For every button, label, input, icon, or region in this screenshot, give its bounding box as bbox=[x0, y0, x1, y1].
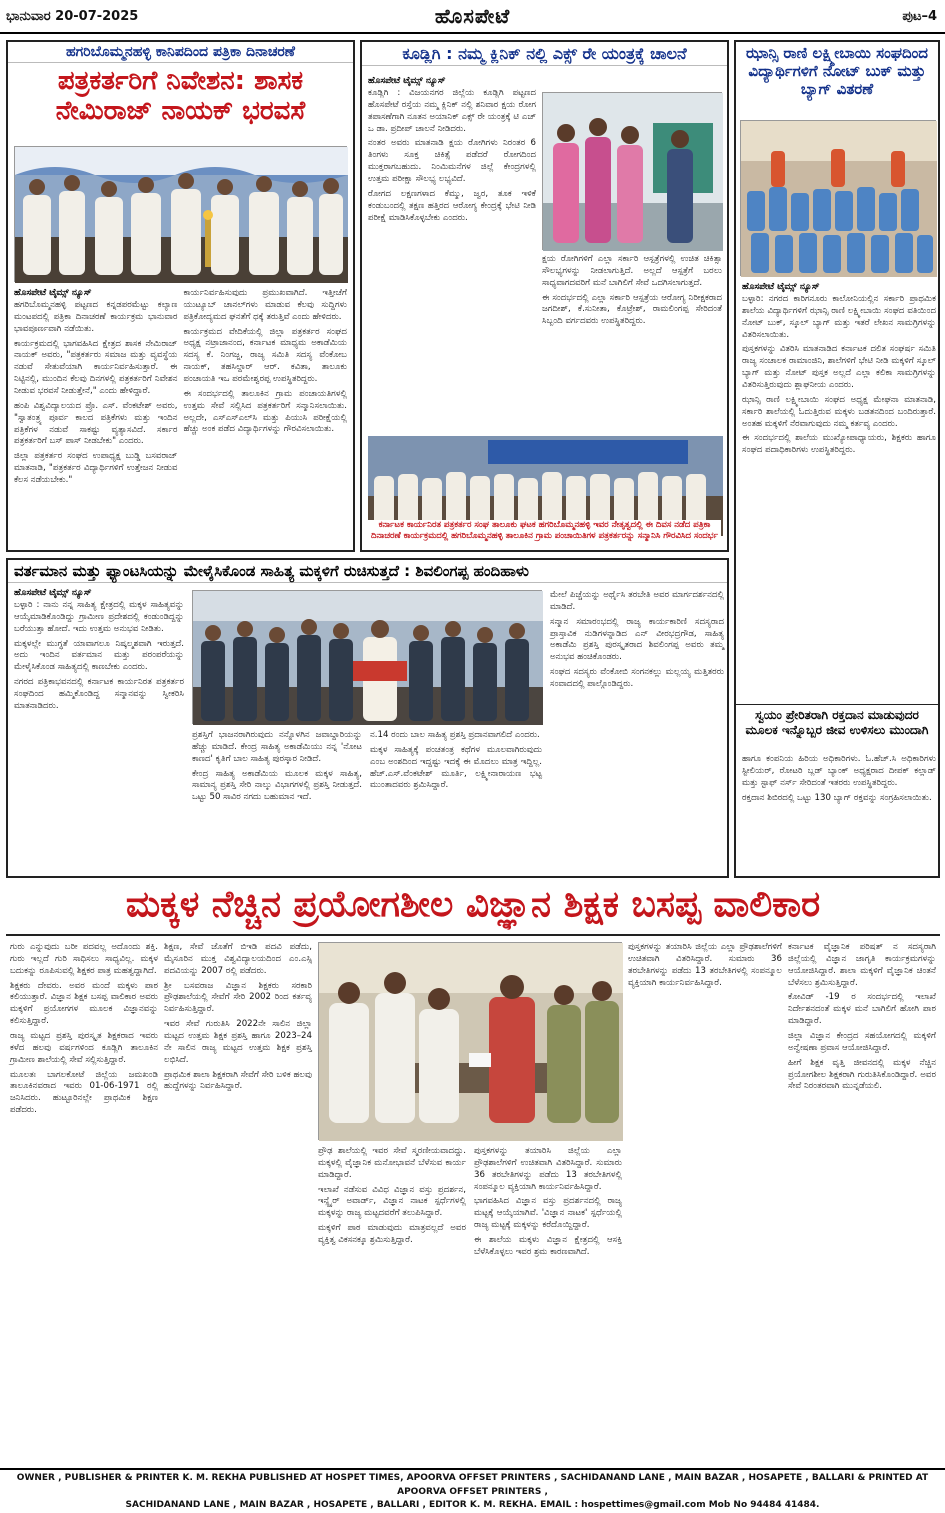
story4-paragraph: ಸಂಘದ ಸದಸ್ಯರು ವೆಂಕೋಬಿ ಸಂಗನಕಲ್ಲು ಮಲ್ಲಯ್ಯ ಮತ್ತಿತರರು ಸಂವಾದದಲ್ಲಿ ಪಾಲ್ಗೊಂಡಿದ್ದರು. bbox=[550, 667, 724, 690]
event-lamp-lighting-image bbox=[15, 147, 348, 283]
story1-byline: ಹೊಸಪೇಟೆ ಟೈಮ್ಸ್ ನ್ಯೂಸ್ bbox=[14, 288, 92, 298]
story3-paragraph: ಝಾನ್ಸಿ ರಾಣಿ ಲಕ್ಷ್ಮೀಬಾಯಿ ಸಂಘದ ಅಧ್ಯಕ್ಷ ಮೇಘನಾ ಮಾತನಾಡಿ, ಸರ್ಕಾರಿ ಶಾಲೆಯಲ್ಲಿ ಓದುತ್ತಿರುವ ಮಕ್ಕಳು ಬಡತನದಿಂದ ಬಂದಿರುತ್ತಾರೆ. ಅಂತಹ ಮಕ್ಕಳಿಗೆ ನೆರವಾಗುವುದು ನಮ್ಮ ಕರ್ತವ್ಯ ಎಂದರು. bbox=[742, 394, 936, 429]
story5-column-5 bbox=[788, 942, 936, 1460]
story-journalists-housing bbox=[6, 40, 355, 552]
story1-column-1 bbox=[14, 288, 178, 546]
story5-paragraph: ಪ್ರಾಥಮಿಕ ಶಾಲಾ ಶಿಕ್ಷಕರಾಗಿ ಸೇವೆಗೆ ಸೇರಿ ಬಳಿಕ ಹಲವು ಹುದ್ದೆಗಳನ್ನು ನಿರ್ವಹಿಸಿದ್ದಾರೆ. bbox=[164, 1069, 312, 1092]
story4-paragraph: ಕೇಂದ್ರ ಸಾಹಿತ್ಯ ಅಕಾಡೆಮಿಯ ಮೂಲಕ ಮಕ್ಕಳ ಸಾಹಿತ್ಯ, ಸಾಮಾನ್ಯ ಪ್ರಶಸ್ತಿ ಸೇರಿ ನಾಲ್ಕು ವಿಭಾಗಗಳಲ್ಲಿ ಪ್ರಶಸ್ತಿ ನೀಡುತ್ತದೆ. ಒಟ್ಟು 50 ಸಾವಿರ ನಗದು ಬಹುಮಾನ ಇದೆ. bbox=[192, 768, 362, 803]
story2-column-2 bbox=[542, 254, 722, 432]
story5-paragraph: ಇವರ ಸೇವೆ ಗುರುತಿಸಿ 2022ನೇ ಸಾಲಿನ ಜಿಲ್ಲಾ ಮಟ್ಟದ ಉತ್ತಮ ಶಿಕ್ಷಕ ಪ್ರಶಸ್ತಿ ಹಾಗೂ 2023–24 ನೇ ಸಾಲಿನ ರಾಜ್ಯ ಮಟ್ಟದ ಉತ್ತಮ ಶಿಕ್ಷಕ ಪ್ರಶಸ್ತಿ ಲಭಿಸಿದೆ. bbox=[164, 1019, 312, 1065]
story1-photo bbox=[14, 146, 347, 282]
story2-paragraph: ಕ್ಷಯ ರೋಗಿಗಳಿಗೆ ಎಲ್ಲಾ ಸರ್ಕಾರಿ ಆಸ್ಪತ್ರೆಗಳಲ್ಲಿ ಉಚಿತ ಚಿಕಿತ್ಸಾ ಸೌಲಭ್ಯಗಳನ್ನು ನೀಡಲಾಗುತ್ತಿದೆ. ಅಲ್ಲದೆ ಆಸ್ಪತ್ರೆಗೆ ಬರಲು ಸಾಧ್ಯವಾಗದವರಿಗೆ ಮನೆ ಬಾಗಿಲಿಗೆ ಸೇವೆ ಒದಗಿಸಲಾಗುತ್ತದೆ. bbox=[542, 254, 722, 288]
story3-paragraph: ಪುಸ್ತಕಗಳನ್ನು ವಿತರಿಸಿ ಮಾತನಾಡಿದ ಕರ್ನಾಟಕ ದಲಿತ ಸಂಘರ್ಷ ಸಮಿತಿ ರಾಜ್ಯ ಸಂಚಾಲಕ ರಾಮಾಂಜಿನಿ, ಶಾಲೆಗಳಿಗೆ ಭೇಟಿ ನೀಡಿ ಮಕ್ಕಳಿಗೆ ಸ್ಕೂಲ್ ಬ್ಯಾಗ್ ಮತ್ತು ನೋಟ್ ಪುಸ್ತಕ ಅಲ್ಲದೆ ಎಲ್ಲಾ ಕಲಿಕಾ ಸಾಮಗ್ರಿಗಳನ್ನು ವಿತರಿಸುತ್ತಿರುವುದು ಶ್ಲಾಘನೀಯ ಎಂದರು. bbox=[742, 344, 936, 391]
story3-paragraph: ಈ ಸಂದರ್ಭದಲ್ಲಿ ಶಾಲೆಯ ಮುಖ್ಯೋಪಾಧ್ಯಾಯರು, ಶಿಕ್ಷಕರು ಹಾಗೂ ಸಂಘದ ಪದಾಧಿಕಾರಿಗಳು ಉಪಸ್ಥಿತರಿದ್ದರು. bbox=[742, 433, 936, 456]
story4-paragraph: ನಗರದ ಪತ್ರಿಕಾಭವನದಲ್ಲಿ ಕರ್ನಾಟಕ ಕಾರ್ಯನಿರತ ಪತ್ರಕರ್ತರ ಸಂಘದಿಂದ ಹಮ್ಮಿಕೊಂಡಿದ್ದ ಸನ್ಮಾನವನ್ನು ಸ್ವೀಕರಿಸಿ ಮಾತನಾಡಿದರು. bbox=[14, 677, 184, 711]
story3-body bbox=[742, 282, 936, 702]
story5-column-1 bbox=[10, 942, 158, 1460]
story5-paragraph: ಜಿಲ್ಲಾ ವಿಜ್ಞಾನ ಕೇಂದ್ರದ ಸಹಯೋಗದಲ್ಲಿ ಮಕ್ಕಳಿಗೆ ಅನ್ವೇಷಣಾ ಪ್ರವಾಸ ಆಯೋಜಿಸಿದ್ದಾರೆ. bbox=[788, 1031, 936, 1053]
story4-headline: ವರ್ತಮಾನ ಮತ್ತು ಫ್ಯಾಂಟಸಿಯನ್ನು ಮೇಳೈಸಿಕೊಂಡ ಸಾಹಿತ್ಯ ಮಕ್ಕಳಿಗೆ ರುಚಿಸುತ್ತದೆ : ಶಿವಲಿಂಗಪ್ಪ ಹಂದಿಹಾಳು bbox=[8, 560, 727, 583]
story4-paragraph: ನ.14 ರಂದು ಬಾಲ ಸಾಹಿತ್ಯ ಪ್ರಶಸ್ತಿ ಪ್ರದಾನವಾಗಲಿದೆ ಎಂದರು. bbox=[370, 730, 540, 740]
story3-sub-body bbox=[742, 754, 936, 872]
story5-paragraph: ಶಿಕ್ಷಕರು ದೇವರು. ಅವರ ಮಂದೆ ಮಕ್ಕಳು ಪಾಠ ಕಲಿಯುತ್ತಾರೆ. ವಿಜ್ಞಾನ ಶಿಕ್ಷಕ ಬಸಪ್ಪ ವಾಲಿಕಾರ ಅವರು ಮಕ್ಕಳಿಗೆ ಪ್ರಯೋಗಗಳ ಮೂಲಕ ವಿಜ್ಞಾನವನ್ನು ಕಲಿಸುತ್ತಿದ್ದಾರೆ. bbox=[10, 980, 158, 1027]
story1-kicker: ಹಗರಿಬೊಮ್ಮನಹಳ್ಳಿ ಕಾನಿಪದಿಂದ ಪತ್ರಿಕಾ ದಿನಾಚರಣೆ bbox=[8, 42, 353, 63]
story4-paragraph: ಮಕ್ಕಳ ಸಾಹಿತ್ಯಕ್ಕೆ ಪಂಚತಂತ್ರ ಕಥೆಗಳ ಮೂಲವಾಗಿರುವುದು ಎಂಬ ಅಂಶದಿಂದ ಇದ್ದಷ್ಟು ಇದಕ್ಕೆ ಈ ಮೊದಲು ಮಾತ್ರ ಇದ್ದಿಲ್ಲ. ಹೆಚ್.ಎಸ್.ವೆಂಕಟೇಶ್ ಮೂರ್ತಿ, ಲಕ್ಷ್ಮೀನಾರಾಯಣ ಭಟ್ಟ ಮುಂತಾದವರು ಶ್ರಮಿಸಿದ್ದಾರೆ. bbox=[370, 744, 542, 791]
teacher-experiment-image bbox=[319, 943, 623, 1141]
students-group-image bbox=[741, 121, 937, 277]
story5-paragraph: ಪುಸ್ತಕಗಳನ್ನು ತಯಾರಿಸಿ ಜಿಲ್ಲೆಯ ಎಲ್ಲಾ ಪ್ರೌಢಶಾಲೆಗಳಿಗೆ ಉಚಿತವಾಗಿ ವಿತರಿಸಿದ್ದಾರೆ. ಸುಮಾರು 36 ತರಬೇತಿಗಳನ್ನು ಪಡೆದು 13 ತರಬೇತಿಗಳಲ್ಲಿ ಸಂಪನ್ಮೂಲ ವ್ಯಕ್ತಿಯಾಗಿ ಕಾರ್ಯನಿರ್ವಹಿಸಿದ್ದಾರೆ. bbox=[628, 942, 782, 988]
story5-paragraph: ಈ ಶಾಲೆಯ ಮಕ್ಕಳು ವಿಜ್ಞಾನ ಕ್ಷೇತ್ರದಲ್ಲಿ ಆಸಕ್ತಿ ಬೆಳೆಸಿಕೊಳ್ಳಲು ಇವರ ಶ್ರಮ ಕಾರಣವಾಗಿದೆ. bbox=[474, 1235, 622, 1257]
story1-column-2 bbox=[184, 288, 348, 546]
story2-column-1 bbox=[368, 76, 536, 432]
story5-paragraph: ಹೀಗೆ ಶಿಕ್ಷಕ ವೃತ್ತಿ ಜೀವನದಲ್ಲಿ ಮಕ್ಕಳ ನೆಚ್ಚಿನ ಪ್ರಯೋಗಶೀಲ ಶಿಕ್ಷಕರಾಗಿ ಗುರುತಿಸಿಕೊಂಡಿದ್ದಾರೆ. ಅವರ ಸೇವೆ ನಿರಂತರವಾಗಿ ಮುನ್ನಡೆಯಲಿ. bbox=[788, 1057, 936, 1092]
story5-column-3 bbox=[318, 1146, 466, 1460]
writer-felicitation-image bbox=[193, 591, 543, 725]
story2-photo bbox=[542, 92, 722, 250]
story1-paragraph: ಕಾರ್ಯಕ್ರಮದ ವೇದಿಕೆಯಲ್ಲಿ ಜಿಲ್ಲಾ ಪತ್ರಕರ್ತರ ಸಂಘದ ಅಧ್ಯಕ್ಷ ನಟ್ರಾಜಾನಂದ, ಕರ್ನಾಟಕ ಮಾಧ್ಯಮ ಅಕಾಡೆಮಿಯ ಸದಸ್ಯ ಕೆ. ನಿಂಗಜ್ಜ, ರಾಜ್ಯ ಸಮಿತಿ ಸದಸ್ಯ ವೆಂಕೋಬ ನಾಯಕ್, ತಹಸಿಲ್ದಾರ್ ಆರ್. ಕವಿತಾ, ತಾಲೂಕು ಪಂಚಾಯತಿ ಇಒ ಪರಮೇಶ್ವರಪ್ಪ ಉಪಸ್ಥಿತರಿದ್ದರು. bbox=[183, 326, 347, 385]
story4-paragraph: ಸನ್ಮಾನ ಸಮಾರಂಭದಲ್ಲಿ ರಾಜ್ಯ ಕಾರ್ಯಕಾರಿಣಿ ಸದಸ್ಯರಾದ ಪ್ರಾಸ್ತಾವಿಕ ನುಡಿಗಳನ್ನಾಡಿದ ಎನ್ ವೀರಭದ್ರಗೌಡ, ಸಾಹಿತ್ಯ ಅಕಾಡೆಮಿ ಪ್ರಶಸ್ತಿ ಪುರಸ್ಕೃತರಾದ ಶಿವಲಿಂಗಪ್ಪ ಅವರು ತಮ್ಮ ಅನುಭವ ಹಂಚಿಕೊಂಡರು. bbox=[550, 616, 724, 663]
story-science-teacher bbox=[6, 884, 940, 1464]
story4-column-1 bbox=[14, 588, 184, 874]
story3-headline: ಝಾನ್ಸಿ ರಾಣಿ ಲಕ್ಷ್ಮೀಬಾಯಿ ಸಂಘದಿಂದ ವಿದ್ಯಾರ್ಥಿಗಳಿಗೆ ನೋಟ್ ಬುಕ್ ಮತ್ತು ಬ್ಯಾಗ್ ವಿತರಣೆ bbox=[745, 44, 929, 98]
story5-column-4 bbox=[474, 1146, 622, 1460]
story1-paragraph: ಹಗರಿಬೊಮ್ಮನಹಳ್ಳಿ ಪಟ್ಟಣದ ಕನ್ನಡಪರಮೆಟ್ಟು ಕಲ್ಯಾಣ ಮಂಟಪದಲ್ಲಿ ಪತ್ರಿಕಾ ದಿನಾಚರಣೆ ಕಾರ್ಯಕ್ರಮ ಭಾನುವಾರ ಭಾವಪೂರ್ಣವಾಗಿ ನಡೆಯಿತು. bbox=[14, 300, 178, 334]
story4-paragraph: ಬಳ್ಳಾರಿ : ನಾನು ನನ್ನ ಸಾಹಿತ್ಯ ಕ್ಷೇತ್ರದಲ್ಲಿ ಮಕ್ಕಳ ಸಾಹಿತ್ಯವನ್ನು ಆಯ್ಕೆಮಾಡಿಕೊಂಡಿದ್ದು ಗ್ರಾಮೀಣ ಪ್ರದೇಶದಲ್ಲಿ ಕಂಡುಂಡಿದ್ದನ್ನು ಬರೆಯುತ್ತಾ ಹೋದೆ. ಇದು ಉತ್ತಮ ಅನುಭವ ನೀಡಿತು. bbox=[14, 600, 184, 634]
story1-paragraph: ಹಂಪಿ ವಿಶ್ವವಿದ್ಯಾಲಯದ ಪ್ರೊ. ಎಸ್. ವೆಂಕಟೇಶ್ ಅವರು, "ಸ್ವಾತಂತ್ರ್ಯ ಪೂರ್ವ ಕಾಲದ ಪತ್ರಿಕೆಗಳು ಮತ್ತು ಇಂದಿನ ಪತ್ರಿಕೆಗಳ ನಡುವೆ ಸಾಕಷ್ಟು ವ್ಯತ್ಯಾಸವಿದೆ. ಸರ್ಕಾರ ಪತ್ರಕರ್ತರಿಗೆ ಬಸ್ ಪಾಸ್ ನೀಡಬೇಕು" ಎಂದರು. bbox=[14, 400, 178, 447]
story4-column-4 bbox=[550, 590, 724, 874]
story5-paragraph: ಕರ್ನಾಟಕ ವೈಜ್ಞಾನಿಕ ಪರಿಷತ್ ನ ಸದಸ್ಯರಾಗಿ ಜಿಲ್ಲೆಯಲ್ಲಿ ವಿಜ್ಞಾನ ಜಾಗೃತಿ ಕಾರ್ಯಕ್ರಮಗಳನ್ನು ಆಯೋಜಿಸಿದ್ದಾರೆ. ಶಾಲಾ ಮಕ್ಕಳಿಗೆ ವೈಜ್ಞಾನಿಕ ಚಿಂತನೆ ಬೆಳೆಸಲು ಶ್ರಮಿಸುತ್ತಿದ್ದಾರೆ. bbox=[788, 942, 936, 988]
story3-paragraph: ಬಳ್ಳಾರಿ: ನಗರದ ಕಾರಿಗನೂರು ಕಾಲೋನಿಯಲ್ಲಿನ ಸರ್ಕಾರಿ ಪ್ರಾಥಮಿಕ ಶಾಲೆಯ ವಿದ್ಯಾರ್ಥಿಗಳಿಗೆ ಝಾನ್ಸಿ ರಾಣಿ ಲಕ್ಷ್ಮೀಬಾಯಿ ಸಂಘದ ವತಿಯಿಂದ ನೋಟ್ ಬುಕ್, ಸ್ಕೂಲ್ ಬ್ಯಾಗ್ ಮತ್ತು ಇತರೆ ಲೇಖನ ಸಾಮಗ್ರಿಗಳನ್ನು ವಿತರಿಸಲಾಯಿತು. bbox=[742, 294, 936, 340]
story5-column-2 bbox=[164, 942, 312, 1460]
story3-sub-paragraph: ರಕ್ತದಾನ ಶಿಬಿರದಲ್ಲಿ ಒಟ್ಟು 130 ಬ್ಯಾಗ್ ರಕ್ತವನ್ನು ಸಂಗ್ರಹಿಸಲಾಯಿತು. bbox=[742, 792, 932, 803]
imprint-footer bbox=[0, 1468, 945, 1510]
imprint-line-2: SACHIDANAND LANE , MAIN BAZAR , HOSAPETE , BALLARI , EDITOR K. M. REKHA. EMAIL : hospettimes@gmail.com Mob No 94484 41484. bbox=[125, 1500, 820, 1510]
imprint-line-1: OWNER , PUBLISHER & PRINTER K. M. REKHA PUBLISHED AT HOSPET TIMES, APOORVA OFFSET PRINTERS , SACHIDANAND LANE , MAIN BAZAR , HOSAPETE , BALLARI & PRINTED AT APOORVA OFFSET PRINTERS , bbox=[16, 1473, 929, 1497]
story5-paragraph: ಗುರು ಎನ್ನುವುದು ಬರೀ ಪದವಲ್ಲ ಅದೊಂದು ಶಕ್ತಿ. ಗುರು ಇಲ್ಲದೆ ಗುರಿ ಸಾಧಿಸಲು ಸಾಧ್ಯವಿಲ್ಲ. ಮಕ್ಕಳ ಬದುಕನ್ನು ರೂಪಿಸುವಲ್ಲಿ ಶಿಕ್ಷಕರ ಪಾತ್ರ ಮಹತ್ವದ್ದಾಗಿದೆ. bbox=[10, 942, 158, 976]
story4-paragraph: ಪ್ರಶಸ್ತಿಗೆ ಭಾಜನರಾಗಿರುವುದು ನನ್ನೊಳಗಿನ ಜವಾಬ್ದಾರಿಯನ್ನು ಹೆಚ್ಚು ಮಾಡಿದೆ. ಕೇಂದ್ರ ಸಾಹಿತ್ಯ ಅಕಾಡೆಮಿಯು ನನ್ನ 'ನೋಟ ಕಾಣದ' ಕೃತಿಗೆ ಬಾಲ ಸಾಹಿತ್ಯ ಪುರಸ್ಕಾರ ನೀಡಿದೆ. bbox=[192, 730, 362, 764]
story1-paragraph: ಜಿಲ್ಲಾ ಪತ್ರಕರ್ತರ ಸಂಘದ ಉಪಾಧ್ಯಕ್ಷ ಬುಡ್ಡಿ ಬಸವರಾಜ್ ಮಾತನಾಡಿ, "ಪತ್ರಕರ್ತರ ವಿದ್ಯಾರ್ಥಿಗಳಿಗೆ ಉತ್ತೇಜನ ನೀಡುವ ಕೆಲಸ ನಡೆಯಬೇಕು." bbox=[14, 451, 178, 486]
story4-column-2 bbox=[192, 730, 362, 874]
story1-headline: ಪತ್ರಕರ್ತರಿಗೆ ನಿವೇಶನ: ಶಾಸಕ ನೇಮಿರಾಜ್ ನಾಯಕ್ ಭರವಸೆ bbox=[55, 66, 306, 126]
story2-paragraph: ಕೂಡ್ಲಿಗಿ : ವಿಜಯನಗರ ಜಿಲ್ಲೆಯ ಕೂಡ್ಲಿಗಿ ಪಟ್ಟಣದ ಹೊಸಪೇಟೆ ರಸ್ತೆಯ ನಮ್ಮ ಕ್ಲಿನಿಕ್ ನಲ್ಲಿ ಶನಿವಾರ ಕ್ಷಯ ರೋಗ ತಪಾಸಣೆಗಾಗಿ ನೂತನ ಅಯಾನಿಕ್ ಎಕ್ಸ್ ರೇ ಯಂತ್ರಕ್ಕೆ ಟಿ ಎಚ್ ಒ ಡಾ. ಪ್ರದೀಪ್ ಚಾಲನೆ ನೀಡಿದರು. bbox=[368, 88, 536, 134]
story5-paragraph: ಇಲಾಖೆ ನಡೆಸುವ ವಿವಿಧ ವಿಜ್ಞಾನ ವಸ್ತು ಪ್ರದರ್ಶನ, ಇನ್ಸ್ಪೈರ್ ಅವಾರ್ಡ್, ವಿಜ್ಞಾನ ನಾಟಕ ಸ್ಪರ್ಧೆಗಳಲ್ಲಿ ಮಕ್ಕಳನ್ನು ರಾಜ್ಯ ಮಟ್ಟದವರೆಗೆ ತಲುಪಿಸಿದ್ದಾರೆ. bbox=[318, 1184, 466, 1219]
paper-name: ಹೊಸಪೇಟೆ bbox=[434, 4, 511, 28]
story5-column-4b bbox=[628, 942, 782, 1460]
story5-paragraph: ಶಿಕ್ಷಣ, ಸೇವೆ ಜೊತೆಗೆ ಬಿಇಡಿ ಪದವಿ ಪಡೆದು, ಮೈಸೂರಿನ ಮುಕ್ತ ವಿಶ್ವವಿದ್ಯಾಲಯದಿಂದ ಎಂ.ಎಸ್ಸಿ ಪದವಿಯನ್ನು 2007 ರಲ್ಲಿ ಪಡೆದರು. bbox=[164, 942, 312, 976]
story5-headline: ಮಕ್ಕಳ ನೆಚ್ಚಿನ ಪ್ರಯೋಗಶೀಲ ವಿಜ್ಞಾನ ಶಿಕ್ಷಕ ಬಸಪ್ಪ ವಾಲಿಕಾರ bbox=[6, 884, 940, 936]
story-childrens-literature bbox=[6, 558, 729, 878]
story2-headline: ಕೂಡ್ಲಿಗಿ : ನಮ್ಮ ಕ್ಲಿನಿಕ್ ನಲ್ಲಿ ಎಕ್ಸ್ ರೇ ಯಂತ್ರಕ್ಕೆ ಚಾಲನೆ bbox=[362, 42, 727, 66]
story2-paragraph: ನಂತರ ಅವರು ಮಾತನಾಡಿ ಕ್ಷಯ ರೋಗಿಗಳು ನಿರಂತರ 6 ತಿಂಗಳು ಸೂಕ್ತ ಚಿಕಿತ್ಸೆ ಪಡೆದರೆ ರೋಗದಿಂದ ಮುಕ್ತರಾಗಬಹುದು. ನಿಂಮಿಮನೆಗಳ ಜಿಲ್ಲೆ ಕೇಂದ್ರಗಳಲ್ಲಿ ಉತ್ತಮ ಪರೀಕ್ಷಾ ಸೌಲಭ್ಯ ಲಭ್ಯವಿದೆ. bbox=[368, 138, 536, 185]
story5-paragraph: ಪುಸ್ತಕಗಳನ್ನು ತಯಾರಿಸಿ ಜಿಲ್ಲೆಯ ಎಲ್ಲಾ ಪ್ರೌಢಶಾಲೆಗಳಿಗೆ ಉಚಿತವಾಗಿ ವಿತರಿಸಿದ್ದಾರೆ. ಸುಮಾರು 36 ತರಬೇತಿಗಳನ್ನು ಪಡೆದು 13 ತರಬೇತಿಗಳಲ್ಲಿ ಸಂಪನ್ಮೂಲ ವ್ಯಕ್ತಿಯಾಗಿ ಕಾರ್ಯನಿರ್ವಹಿಸಿದ್ದಾರೆ. bbox=[474, 1146, 622, 1192]
story4-column-3 bbox=[370, 730, 542, 874]
story5-paragraph: ಶ್ರೀ ಬಸವರಾಜ ವಿಜ್ಞಾನ ಶಿಕ್ಷಕರು ಸರಕಾರಿ ಪ್ರೌಢಶಾಲೆಯಲ್ಲಿ ಸೇವೆಗೆ ಸೇರಿ 2002 ರಿಂದ ಕರ್ತವ್ಯ ನಿರ್ವಹಿಸುತ್ತಿದ್ದಾರೆ. bbox=[164, 980, 312, 1015]
issue-date: ಭಾನುವಾರ 20-07-2025 bbox=[6, 9, 139, 24]
story1-paragraph: ಕಾರ್ಯನಿರ್ವಹಿಸುವುದು ಪ್ರಮುಖವಾಗಿದೆ. ಇತ್ತೀಚೆಗೆ ಯುಟ್ಯೂಬ್ ಚಾನಲ್‌ಗಳು ಮಾಡುವ ಕೆಲವು ಸುದ್ದಿಗಳು ಪತ್ರಿಕೋದ್ಯಮದ ಘನತೆಗೆ ಧಕ್ಕೆ ತರುತ್ತಿವೆ ಎಂದು ಹೇಳಿದರು. bbox=[183, 288, 347, 322]
story2-paragraph: ಈ ಸಂದರ್ಭದಲ್ಲಿ ಎಲ್ಲಾ ಸರ್ಕಾರಿ ಆಸ್ಪತ್ರೆಯ ಆರೋಗ್ಯ ನಿರೀಕ್ಷಕರಾದ ಜಗದೀಶ್, ಕೆ.ಸುನೀತಾ, ಕೊಟ್ರೇಶ್, ರಾಮಲಿಂಗಪ್ಪ ಸೇರಿದಂತೆ ಸಿಬ್ಬಂದಿ ವರ್ಗದವರು ಉಪಸ್ಥಿತರಿದ್ದರು. bbox=[542, 292, 722, 327]
story5-paragraph: ಮಕ್ಕಳಿಗೆ ಪಾಠ ಮಾಡುವುದು ಮಾತ್ರವಲ್ಲದೆ ಅವರ ವ್ಯಕ್ತಿತ್ವ ವಿಕಸನಕ್ಕೂ ಶ್ರಮಿಸುತ್ತಿದ್ದಾರೆ. bbox=[318, 1223, 466, 1246]
story-notebook-distribution bbox=[734, 40, 940, 878]
story5-paragraph: ಭಾಗವಹಿಸಿದ ವಿಜ್ಞಾನ ವಸ್ತು ಪ್ರದರ್ಶನದಲ್ಲಿ ರಾಜ್ಯ ಮಟ್ಟಕ್ಕೆ ಆಯ್ಕೆಯಾಗಿವೆ. 'ವಿಜ್ಞಾನ ನಾಟಕ' ಸ್ಪರ್ಧೆಯಲ್ಲಿ ರಾಜ್ಯ ಮಟ್ಟಕ್ಕೆ ಮಕ್ಕಳನ್ನು ಕರೆದೊಯ್ದಿದ್ದಾರೆ. bbox=[474, 1196, 622, 1231]
story-xray-clinic bbox=[360, 40, 729, 552]
story5-paragraph: ರಾಜ್ಯ ಮಟ್ಟದ ಪ್ರಶಸ್ತಿ ಪುರಸ್ಕೃತ ಶಿಕ್ಷಕರಾದ ಇವರು ಕಳೆದ ಹಲವು ವರ್ಷಗಳಿಂದ ಕೂಡ್ಲಿಗಿ ತಾಲೂಕಿನ ಗ್ರಾಮೀಣ ಶಾಲೆಯಲ್ಲಿ ಸೇವೆ ಸಲ್ಲಿಸುತ್ತಿದ್ದಾರೆ. bbox=[10, 1031, 158, 1065]
story2-byline: ಹೊಸಪೇಟೆ ಟೈಮ್ಸ್ ನ್ಯೂಸ್ bbox=[368, 76, 446, 86]
story4-photo bbox=[192, 590, 542, 724]
page-masthead bbox=[0, 0, 945, 34]
story2-paragraph: ರೋಗದ ಲಕ್ಷಣಗಳಾದ ಕೆಮ್ಮು, ಜ್ವರ, ತೂಕ ಇಳಿಕೆ ಕಂಡುಬಂದಲ್ಲಿ ತಕ್ಷಣ ಹತ್ತಿರದ ಆರೋಗ್ಯ ಕೇಂದ್ರಕ್ಕೆ ಭೇಟಿ ನೀಡಿ ಪರೀಕ್ಷೆ ಮಾಡಿಸಿಕೊಳ್ಳಬೇಕು ಎಂದರು. bbox=[368, 188, 536, 223]
story4-paragraph: ಮಕ್ಕಳಲ್ಲೇ ಮುಗ್ಧತೆ ಯಾವಾಗಲೂ ನಿಷ್ಕಲ್ಮಶವಾಗಿ ಇರುತ್ತದೆ. ಅದು ಇಂದಿನ ವರ್ತಮಾನ ಮತ್ತು ಪರಂಪರೆಯನ್ನು ಮೇಳೈಸಿಕೊಂಡ ಸಾಹಿತ್ಯದಲ್ಲಿ ಕಾಣಬೇಕು ಎಂದರು. bbox=[14, 638, 184, 673]
story4-byline: ಹೊಸಪೇಟೆ ಟೈಮ್ಸ್ ನ್ಯೂಸ್ bbox=[14, 588, 92, 598]
story4-paragraph: ಮೇಲೆ ಪಿಚ್ಚೆಯನ್ನು ಅರ್ಥೈಸಿ ತರಬೇತಿ ಅವರ ಮಾರ್ಗದರ್ಶನದಲ್ಲಿ ಮಾಡಿದೆ. bbox=[550, 590, 724, 612]
story3-sub-paragraph: ಹಾಗೂ ಕಂಪನಿಯ ಹಿರಿಯ ಅಧಿಕಾರಿಗಳು. ಓ.ಹೆಚ್.ಸಿ ಅಧಿಕಾರಿಗಳು ಸ್ಟೀಲಿಯರ್, ರೋಟರಿ ಬ್ಲಡ್ ಬ್ಯಾಂಕ್ ಅಧ್ಯಕ್ಷರಾದ ದೀಪಕ್ ಕಲ್ಲಾಡ್ ಮತ್ತು ಸ್ಟಾಫ್ ನರ್ಸ್ ಸೇರಿದಂತೆ ಇತರರು ಉಪಸ್ಥಿತರಿದ್ದರು. bbox=[742, 754, 936, 788]
story5-paragraph: ಮೂಲತಃ ಬಾಗಲಕೋಟೆ ಜಿಲ್ಲೆಯ ಜಮಖಂಡಿ ತಾಲೂಕಿನವರಾದ ಇವರು 01-06-1971 ರಲ್ಲಿ ಜನಿಸಿದರು. ಹುಟ್ಟೂರಿನಲ್ಲೇ ಪ್ರಾಥಮಿಕ ಶಿಕ್ಷಣ ಪಡೆದರು. bbox=[10, 1069, 158, 1116]
story1-paragraph: ಕಾರ್ಯಕ್ರಮದಲ್ಲಿ ಭಾಗವಹಿಸಿದ ಕ್ಷೇತ್ರದ ಶಾಸಕ ನೇಮಿರಾಜ್ ನಾಯಕ್ ಅವರು, "ಪತ್ರಕರ್ತರು ಸಮಾಜ ಮತ್ತು ವ್ಯವಸ್ಥೆಯ ನಡುವೆ ಸೇತುವೆಯಾಗಿ ಕಾರ್ಯನಿರ್ವಹಿಸುತ್ತಾರೆ. ಈ ನಿಟ್ಟಿನಲ್ಲಿ, ಮುಂದಿನ ಕೆಲವು ದಿನಗಳಲ್ಲಿ ಪತ್ರಕರ್ತರಿಗೆ ನಿವೇಶನ ನೀಡುವ ಭರವಸೆ ನೀಡುತ್ತೇನೆ," ಎಂದು ಹೇಳಿದ್ದಾರೆ. bbox=[14, 338, 178, 397]
story5-paragraph: ಕೋವಿಡ್ -19 ರ ಸಂದರ್ಭದಲ್ಲಿ ಇಲಾಖೆ ನಿರ್ದೇಶನದಂತೆ ಮಕ್ಕಳ ಮನೆ ಬಾಗಿಲಿಗೆ ಹೋಗಿ ಪಾಠ ಮಾಡಿದ್ದಾರೆ. bbox=[788, 992, 936, 1027]
story3-photo bbox=[740, 120, 936, 276]
xray-inauguration-image bbox=[543, 93, 723, 251]
page-number: ಪುಟ–4 bbox=[902, 9, 937, 24]
story5-photo bbox=[318, 942, 622, 1140]
story2-photo-caption: ಕರ್ನಾಟಕ ಕಾರ್ಯನಿರತ ಪತ್ರಕರ್ತರ ಸಂಘ ತಾಲೂಕು ಘಟಕ ಹಗರಿಬೊಮ್ಮನಹಳ್ಳಿ ಇವರ ನೇತೃತ್ವದಲ್ಲಿ ಈ ದಿವಸ ನಡೆದ ಪತ್ರಿಕಾ ದಿನಾಚರಣೆ ಕಾರ್ಯಕ್ರಮದಲ್ಲಿ ಹಗರಿಬೊಮ್ಮನಹಳ್ಳಿ ತಾಲೂಕಿನ ಗ್ರಾಮ ಪಂಚಾಯಿತಿಗಳ ಪತ್ರಕರ್ತರನ್ನು ಸನ್ಮಾನಿಸಿ ಗೌರವಿಸಿದ ಸಂದರ್ಭ bbox=[368, 520, 721, 543]
story1-paragraph: ಈ ಸಂದರ್ಭದಲ್ಲಿ ತಾಲೂಕಿನ ಗ್ರಾಮ ಪಂಚಾಯತಿಗಳಲ್ಲಿ ಉತ್ತಮ ಸೇವೆ ಸಲ್ಲಿಸಿದ ಪತ್ರಕರ್ತರಿಗೆ ಸನ್ಮಾನಿಸಲಾಯಿತು. ಅಲ್ಲದೇ, ಎಸ್‌ಎಸ್‌ಎಲ್‌ಸಿ ಮತ್ತು ಪಿಯುಸಿ ಪರೀಕ್ಷೆಯಲ್ಲಿ ಹೆಚ್ಚು ಅಂಕ ಪಡೆದ ವಿದ್ಯಾರ್ಥಿಗಳನ್ನು ಗೌರವಿಸಲಾಯಿತು. bbox=[183, 388, 347, 435]
story5-paragraph: ಪ್ರೌಢ ಶಾಲೆಯಲ್ಲಿ ಇವರ ಸೇವೆ ಸ್ಮರಣೀಯವಾದದ್ದು. ಮಕ್ಕಳಲ್ಲಿ ವೈಜ್ಞಾನಿಕ ಮನೋಭಾವನೆ ಬೆಳೆಸುವ ಕಾರ್ಯ ಮಾಡಿದ್ದಾರೆ. bbox=[318, 1146, 466, 1180]
story3-byline: ಹೊಸಪೇಟೆ ಟೈಮ್ಸ್ ನ್ಯೂಸ್ bbox=[742, 282, 820, 292]
story3-subheadline: ಸ್ವಯಂ ಪ್ರೇರಿತರಾಗಿ ರಕ್ತದಾನ ಮಾಡುವುದರ ಮೂಲಕ ಇನ್ನೊಬ್ಬರ ಜೀವ ಉಳಿಸಲು ಮುಂದಾಗಿ bbox=[736, 704, 938, 741]
